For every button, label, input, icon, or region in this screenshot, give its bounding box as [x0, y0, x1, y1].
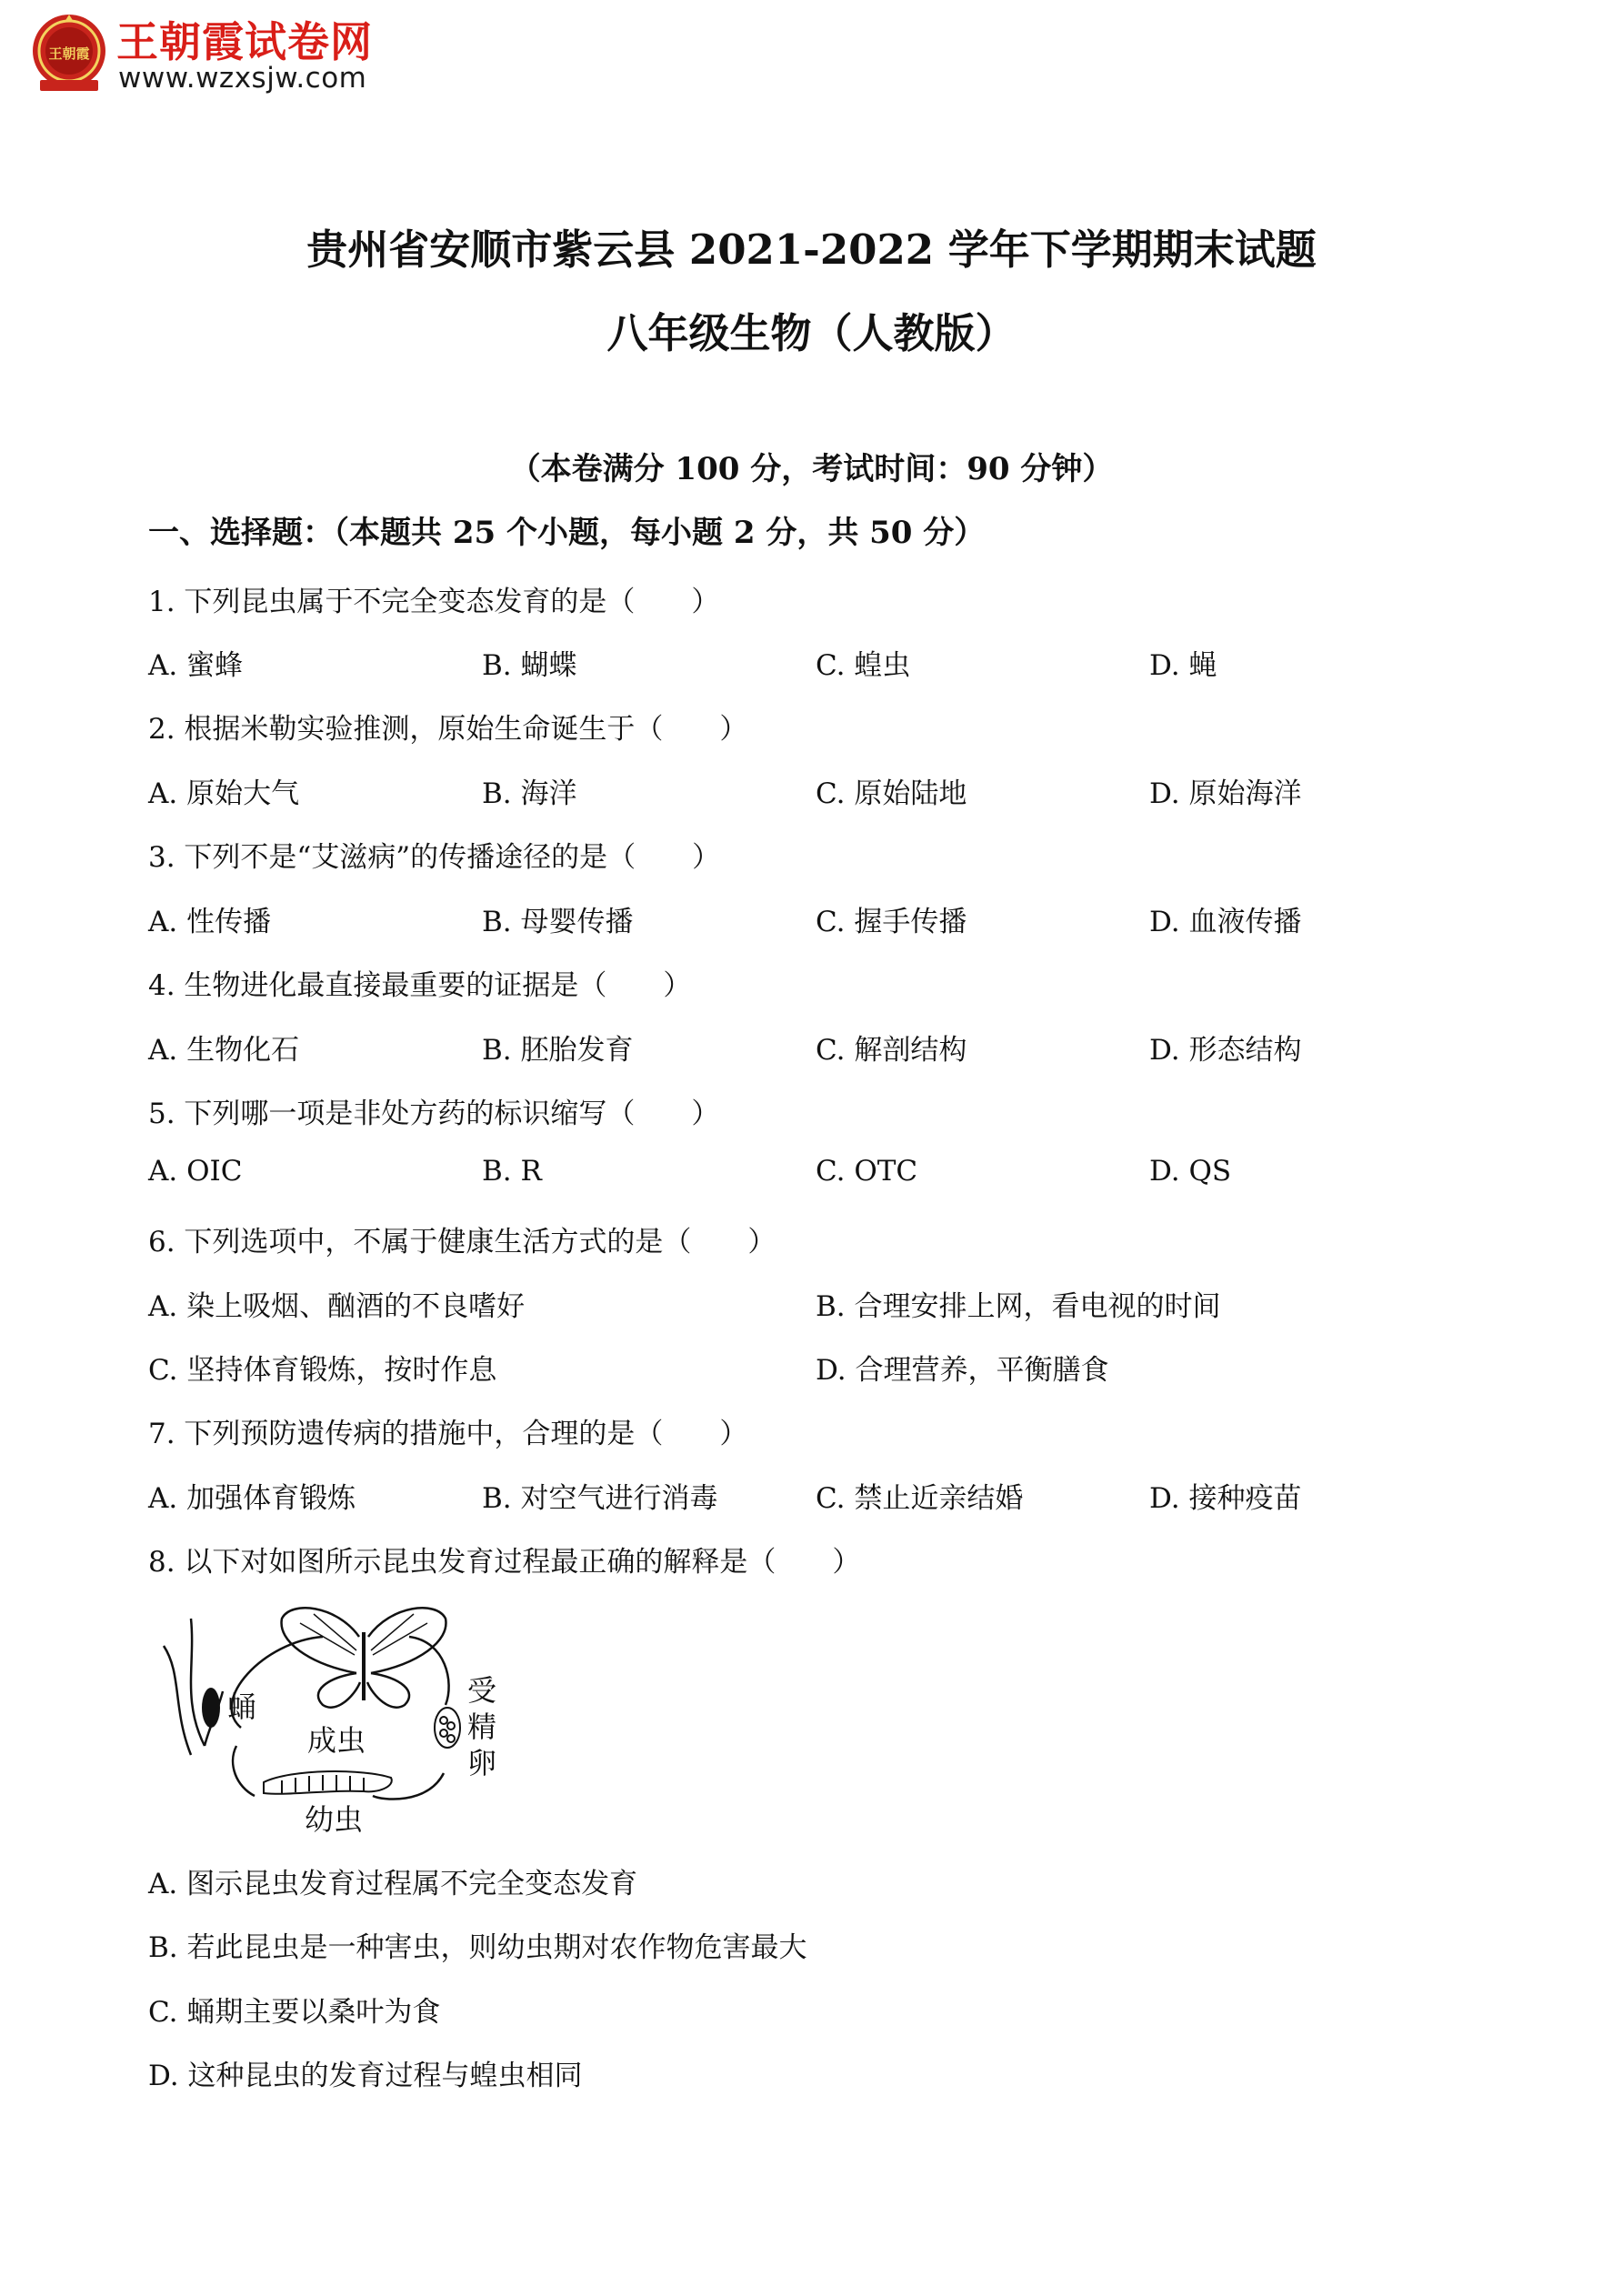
- exam-meta: （本卷满分 100 分，考试时间：90 分钟）: [509, 451, 1114, 487]
- question-option: B. R: [482, 1155, 542, 1188]
- question-option: C. 禁止近亲结婚: [816, 1482, 1024, 1515]
- brand-url: www.wzxsjw.com: [118, 62, 367, 95]
- question-option: C. 蝗虫: [816, 649, 911, 682]
- label-egg-3: 卵: [467, 1746, 497, 1780]
- question-stem: 5. 下列哪一项是非处方药的标识缩写（ ）: [148, 1098, 720, 1130]
- question-stem: 6. 下列选项中，不属于健康生活方式的是（ ）: [148, 1226, 776, 1258]
- question-stem: 3. 下列不是“艾滋病”的传播途径的是（ ）: [148, 841, 721, 874]
- label-egg-2: 精: [467, 1709, 497, 1744]
- question-stem: 8. 以下对如图所示昆虫发育过程最正确的解释是（ ）: [148, 1546, 861, 1579]
- question-stem: 7. 下列预防遗传病的措施中，合理的是（ ）: [148, 1418, 748, 1450]
- insect-lifecycle-figure: [155, 1600, 500, 1837]
- brand-name: 王朝霞试卷网: [116, 17, 373, 66]
- butterfly-icon: [282, 1608, 446, 1707]
- site-logo: [27, 11, 391, 102]
- question-option: A. 原始大气: [148, 777, 300, 810]
- question-option: A. 蜜蜂: [148, 649, 244, 682]
- question-option: A. 染上吸烟、酗酒的不良嗜好: [148, 1290, 526, 1323]
- question-option: D. 原始海洋: [1149, 777, 1302, 810]
- question-option: B. 合理安排上网，看电视的时间: [816, 1290, 1221, 1323]
- question-option: B. 若此昆虫是一种害虫，则幼虫期对农作物危害最大: [148, 1931, 807, 1964]
- section-title: 一、选择题：（本题共 25 个小题，每小题 2 分，共 50 分）: [148, 515, 986, 551]
- question-option: D. 这种昆虫的发育过程与蝗虫相同: [148, 2060, 583, 2092]
- seal-icon: [27, 11, 111, 95]
- question-option: C. 解剖结构: [816, 1034, 967, 1067]
- label-larva: 幼虫: [305, 1802, 364, 1837]
- branch-icon: [164, 1619, 223, 1755]
- question-option: D. 血液传播: [1149, 906, 1302, 938]
- question-option: B. 胚胎发育: [482, 1034, 634, 1067]
- label-adult: 成虫: [307, 1723, 366, 1758]
- question-option: B. 海洋: [482, 777, 577, 810]
- question-option: D. 接种疫苗: [1149, 1482, 1302, 1515]
- question-stem: 4. 生物进化最直接最重要的证据是（ ）: [148, 969, 692, 1002]
- question-option: A. 图示昆虫发育过程属不完全变态发育: [148, 1868, 638, 1900]
- label-egg-1: 受: [467, 1673, 497, 1708]
- eggs-icon: [435, 1708, 460, 1748]
- question-option: A. 生物化石: [148, 1034, 300, 1067]
- question-option: B. 对空气进行消毒: [482, 1482, 718, 1515]
- question-option: B. 母婴传播: [482, 906, 634, 938]
- question-option: C. 原始陆地: [816, 777, 967, 810]
- question-option: D. QS: [1149, 1155, 1232, 1188]
- question-option: C. 坚持体育锻炼，按时作息: [148, 1354, 497, 1387]
- pupa-icon: [202, 1688, 220, 1728]
- question-option: C. 握手传播: [816, 906, 967, 938]
- question-option: C. OTC: [816, 1155, 918, 1188]
- question-option: A. 加强体育锻炼: [148, 1482, 356, 1515]
- question-stem: 2. 根据米勒实验推测，原始生命诞生于（ ）: [148, 713, 748, 746]
- question-option: A. OIC: [148, 1155, 243, 1188]
- question-stem: 1. 下列昆虫属于不完全变态发育的是（ ）: [148, 586, 720, 618]
- exam-title: 贵州省安顺市紫云县 2021-2022 学年下学期期末试题: [306, 226, 1317, 274]
- question-option: D. 形态结构: [1149, 1034, 1302, 1067]
- seal-text: 王朝霞: [48, 45, 90, 62]
- question-option: D. 蝇: [1149, 649, 1217, 682]
- question-option: D. 合理营养，平衡膳食: [816, 1354, 1109, 1387]
- exam-subtitle: 八年级生物（人教版）: [606, 309, 1017, 357]
- question-option: A. 性传播: [148, 906, 272, 938]
- label-pupa: 蛹: [227, 1689, 257, 1724]
- question-option: B. 蝴蝶: [482, 649, 577, 682]
- question-option: C. 蛹期主要以桑叶为食: [148, 1996, 441, 2029]
- larva-icon: [264, 1771, 392, 1794]
